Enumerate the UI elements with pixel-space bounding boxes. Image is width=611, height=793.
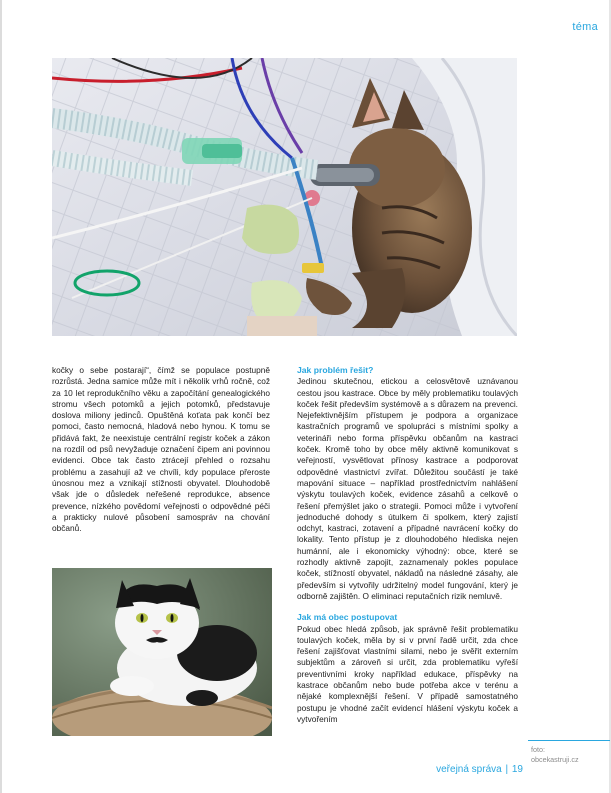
page-edge-left	[0, 0, 2, 793]
photo-cat-anesthesia	[52, 58, 517, 336]
footer-separator: |	[505, 764, 509, 775]
photo-credit-source: obcekastruji.cz	[531, 754, 579, 764]
section-tag: téma	[572, 21, 598, 33]
section-heading: Jak má obec postupovat	[297, 612, 398, 623]
page-footer	[436, 764, 523, 775]
photo-credit	[531, 745, 579, 764]
article-paragraph: Jedinou skutečnou, etickou a celosvětově uznávanou cestou jsou kastrace. Obce by měly problematiku toulavých koček řešit především systémově a s důrazem na prevenci. Nejefektivnějším přístupem je podpora a organizace kastračních programů ve spolupráci s místními spolky a veterináři nebo forma příspěvku občanům na kastraci koček. Kromě toho by obce měly aktivně komunikovat s veřejností, vysvětlovat přínosy kastrace a podporovat odpovědné vlastnictví zvířat. Důležitou součástí je také mapování situace – například prostřednictvím nahlášení výskytu toulavých koček, evidence zásahů a celkově o řešení přemýšlet jako o strategii. Pomoci může i vytvoření jednoduché dohody s útulkem či spolkem, který zajistí odchyt, kastraci, zotavení a případné navrácení kočky do lokality. Tento přístup je z dlouhodobého hlediska nejen humánní, ale i ekonomicky výhodný: obce, které se rozhodly aktivně zapojit, zaznamenaly pokles populace koček, stížností obyvatel, nákladů na následné zásahy, ale především si vytvořily udržitelný model fungování, který je odborně zajištěn. O eliminaci reputačních rizik nemluvě.	[297, 376, 518, 601]
article-paragraph: kočky o sebe postarají“, čímž se populace postupně rozrůstá. Jedna samice může mít i několik vrhů ročně, což za 10 let reprodukčního věku a započítání genealogického stromu všech potomků a jejich potomků, představuje doslova miliony jedinců. Opuštěná koťata pak končí bez pomoci, často nemocná, hladová nebo hynou. K tomu se přidává fakt, že neexistuje centrální registr koček a zákon na rozdíl od psů nevyžaduje označení čipem ani povinnou evidenci. Obce tak často ztrácejí přehled o rozsahu problému a zasahují až ve chvíli, kdy populace přeroste únosnou mez a vznikají stížnosti obyvatel. Dlouhodobě však jde o důsledek neřešené reprodukce, absence prevence, nízkého povědomí veřejnosti o odpovědné péči a prakticky nulové působení samospráv na chování občanů.	[52, 365, 270, 534]
article-column-right	[297, 365, 518, 725]
article-paragraph: Pokud obec hledá způsob, jak správně řešit problematiku toulavých koček, měla by si v první řadě určit, zda chce řešení zajišťovat vlastními silami, nebo je svěřit externím subjektům a zároveň si určit, zda problematiku vyřeší preventivními kroky například edukace, příspěvky na kastrace občanům nebo bude potřeba akce v terénu a nějaké komplexnější řešení. V případě samostatného postupu je vhodné začít evidencí hlášení výskytu koček a vytvořením	[297, 623, 518, 724]
photo-black-white-cat	[52, 568, 272, 736]
article-column-left	[52, 365, 270, 534]
section-heading: Jak problém řešit?	[297, 365, 374, 375]
photo-credit-label: foto:	[531, 745, 545, 754]
page-number: 19	[511, 764, 523, 775]
credit-rule	[528, 740, 610, 741]
magazine-name: veřejná správa	[436, 764, 502, 775]
